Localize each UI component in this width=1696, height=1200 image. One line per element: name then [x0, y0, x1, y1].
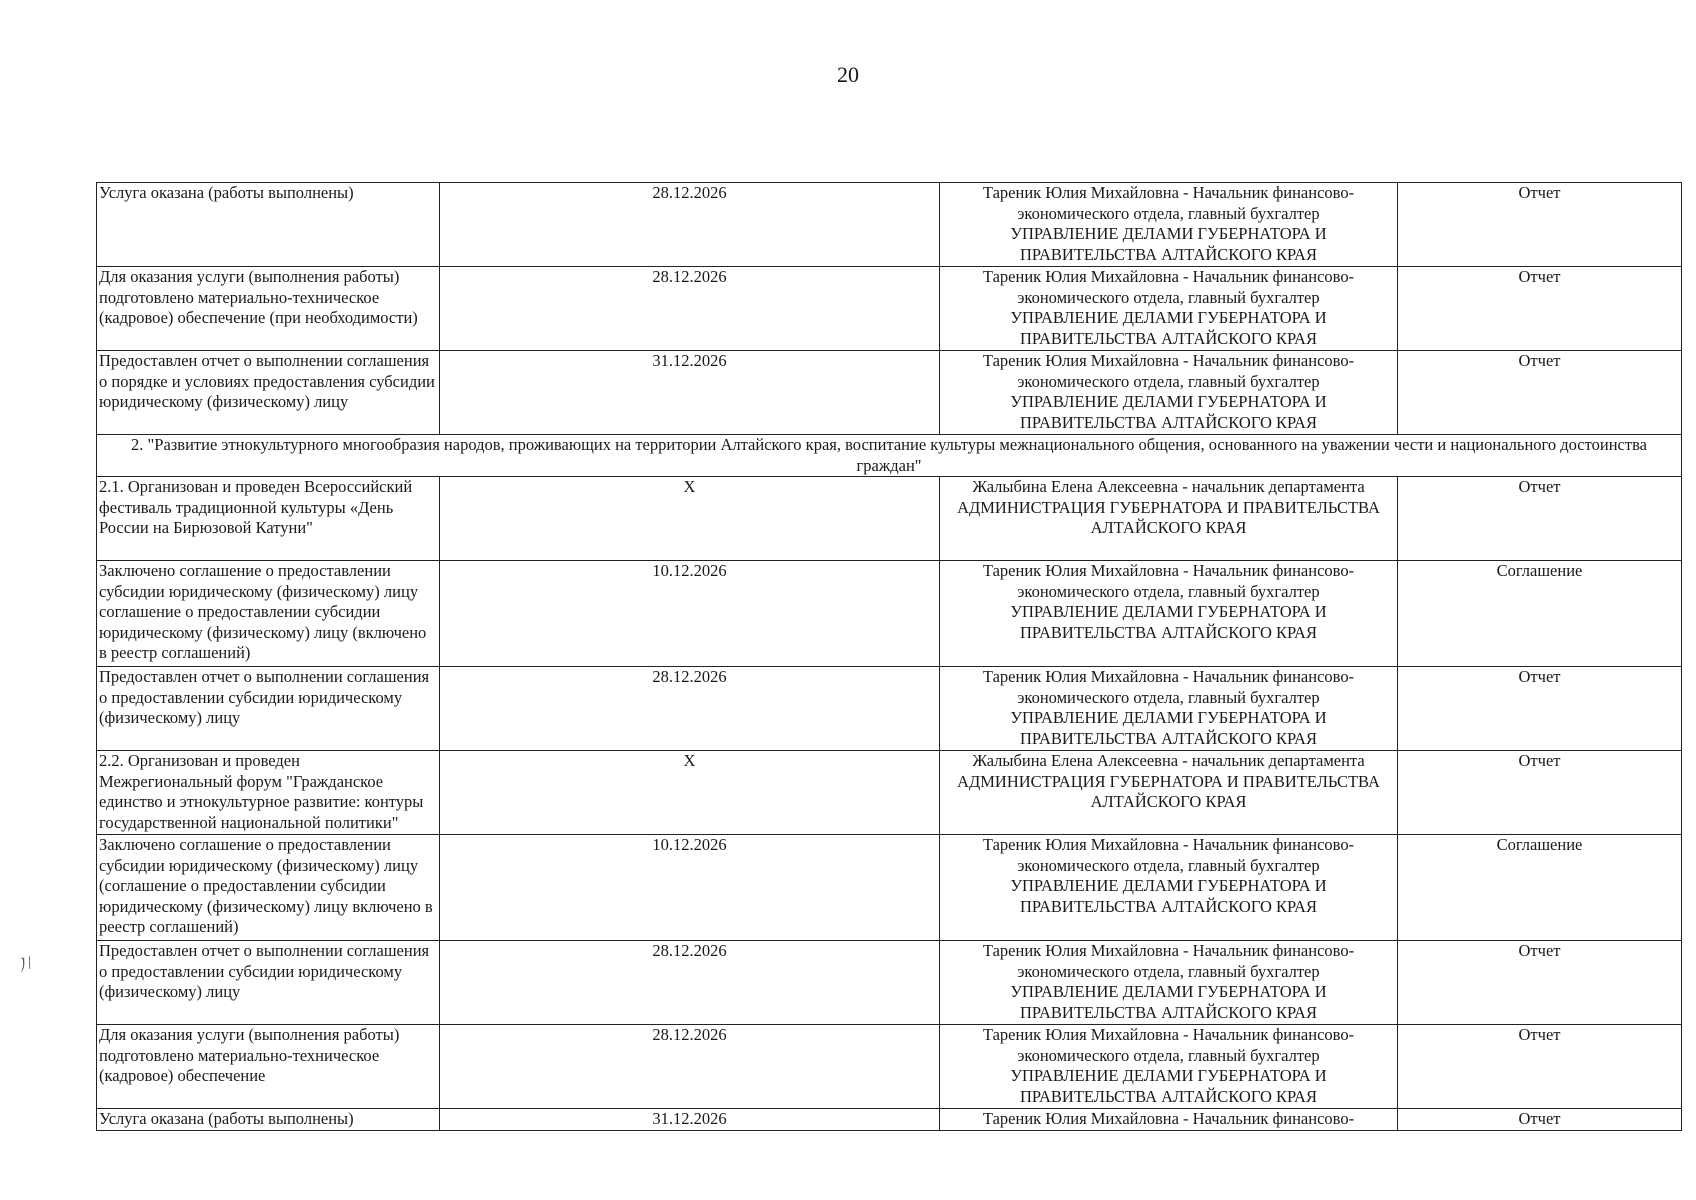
event-description: Предоставлен отчет о выполнении соглашения о предоставлении субсидии юридическому (физическому) лицу	[97, 941, 440, 1025]
responsible-person: Жалыбина Елена Алексеевна - начальник департамента	[972, 477, 1365, 496]
table-row	[97, 941, 1682, 1025]
responsible-person: Тареник Юлия Михайловна - Начальник финансово-экономического отдела, главный бухгалтер	[982, 835, 1355, 875]
table-row	[97, 477, 1682, 561]
responsible-cell	[940, 561, 1398, 667]
responsible-organization: УПРАВЛЕНИЕ ДЕЛАМИ ГУБЕРНАТОРА И ПРАВИТЕЛЬСТВА АЛТАЙСКОГО КРАЯ	[1010, 1066, 1327, 1106]
confirming-document: Отчет	[1398, 941, 1682, 1025]
responsible-person: Тареник Юлия Михайловна - Начальник финансово-экономического отдела, главный бухгалтер	[982, 1025, 1355, 1065]
table-row	[97, 751, 1682, 835]
deadline-date: 10.12.2026	[440, 835, 940, 941]
deadline-date: 28.12.2026	[440, 1025, 940, 1109]
event-description: 2.2. Организован и проведен Межрегиональный форум "Гражданское единство и этнокультурное развитие: контуры государственной национальной политики"	[97, 751, 440, 835]
deadline-date: 28.12.2026	[440, 183, 940, 267]
deadline-date: 10.12.2026	[440, 561, 940, 667]
table-row	[97, 351, 1682, 435]
responsible-organization: УПРАВЛЕНИЕ ДЕЛАМИ ГУБЕРНАТОРА И ПРАВИТЕЛЬСТВА АЛТАЙСКОГО КРАЯ	[1010, 708, 1327, 748]
responsible-organization: УПРАВЛЕНИЕ ДЕЛАМИ ГУБЕРНАТОРА И ПРАВИТЕЛЬСТВА АЛТАЙСКОГО КРАЯ	[1010, 602, 1327, 642]
event-description: Услуга оказана (работы выполнены)	[97, 183, 440, 267]
event-description: Предоставлен отчет о выполнении соглашения о порядке и условиях предоставления субсидии юридическому (физическому) лицу	[97, 351, 440, 435]
responsible-organization: УПРАВЛЕНИЕ ДЕЛАМИ ГУБЕРНАТОРА И ПРАВИТЕЛЬСТВА АЛТАЙСКОГО КРАЯ	[1010, 308, 1327, 348]
responsible-person: Тареник Юлия Михайловна - Начальник финансово-экономического отдела, главный бухгалтер	[982, 667, 1355, 707]
margin-handwritten-mark: ﾉ/	[15, 952, 36, 976]
plan-table-body	[97, 183, 1682, 1131]
deadline-date: 28.12.2026	[440, 941, 940, 1025]
responsible-cell	[940, 751, 1398, 835]
confirming-document: Отчет	[1398, 1109, 1682, 1131]
event-description: Услуга оказана (работы выполнены)	[97, 1109, 440, 1131]
responsible-person: Тареник Юлия Михайловна - Начальник финансово-экономического отдела, главный бухгалтер	[982, 351, 1355, 391]
responsible-person: Тареник Юлия Михайловна - Начальник финансово-экономического отдела, главный бухгалтер	[982, 561, 1355, 601]
confirming-document: Отчет	[1398, 267, 1682, 351]
section-title: 2. "Развитие этнокультурного многообразия народов, проживающих на территории Алтайского края, воспитание культуры межнационального общения, основанного на уважении чести и национального достоинства граждан"	[97, 435, 1682, 477]
responsible-person: Тареник Юлия Михайловна - Начальник финансово-экономического отдела, главный бухгалтер	[982, 183, 1355, 223]
responsible-person: Тареник Юлия Михайловна - Начальник финансово-экономического отдела, главный бухгалтер	[982, 267, 1355, 307]
table-row	[97, 1025, 1682, 1109]
confirming-document: Соглашение	[1398, 835, 1682, 941]
responsible-person: Тареник Юлия Михайловна - Начальник финансово-экономического отдела, главный бухгалтер	[982, 941, 1355, 981]
responsible-organization: УПРАВЛЕНИЕ ДЕЛАМИ ГУБЕРНАТОРА И ПРАВИТЕЛЬСТВА АЛТАЙСКОГО КРАЯ	[1010, 982, 1327, 1022]
section-header-row	[97, 435, 1682, 477]
deadline-date: 31.12.2026	[440, 1109, 940, 1131]
table-row	[97, 667, 1682, 751]
event-description: Предоставлен отчет о выполнении соглашения о предоставлении субсидии юридическому (физическому) лицу	[97, 667, 440, 751]
table-row	[97, 183, 1682, 267]
deadline-date: 31.12.2026	[440, 351, 940, 435]
responsible-cell	[940, 941, 1398, 1025]
responsible-person: Тареник Юлия Михайловна - Начальник финансово-	[982, 1109, 1355, 1128]
event-description: Для оказания услуги (выполнения работы) подготовлено материально-техническое (кадровое) обеспечение (при необходимости)	[97, 267, 440, 351]
event-description: Заключено соглашение о предоставлении субсидии юридическому (физическому) лицу (соглашение о предоставлении субсидии юридическому (физическому) лицу включено в реестр соглашений)	[97, 835, 440, 941]
event-description: Для оказания услуги (выполнения работы) подготовлено материально-техническое (кадровое) обеспечение	[97, 1025, 440, 1109]
table-row	[97, 561, 1682, 667]
table-row	[97, 1109, 1682, 1131]
responsible-organization: АДМИНИСТРАЦИЯ ГУБЕРНАТОРА И ПРАВИТЕЛЬСТВА АЛТАЙСКОГО КРАЯ	[957, 497, 1380, 537]
responsible-organization: УПРАВЛЕНИЕ ДЕЛАМИ ГУБЕРНАТОРА И ПРАВИТЕЛЬСТВА АЛТАЙСКОГО КРАЯ	[1010, 392, 1327, 432]
responsible-cell	[940, 1025, 1398, 1109]
responsible-cell	[940, 477, 1398, 561]
confirming-document: Отчет	[1398, 477, 1682, 561]
responsible-organization: УПРАВЛЕНИЕ ДЕЛАМИ ГУБЕРНАТОРА И ПРАВИТЕЛЬСТВА АЛТАЙСКОГО КРАЯ	[1010, 224, 1327, 264]
confirming-document: Отчет	[1398, 183, 1682, 267]
responsible-organization: УПРАВЛЕНИЕ ДЕЛАМИ ГУБЕРНАТОРА И ПРАВИТЕЛЬСТВА АЛТАЙСКОГО КРАЯ	[1010, 876, 1327, 916]
table-row	[97, 835, 1682, 941]
event-description: Заключено соглашение о предоставлении субсидии юридическому (физическому) лицу соглашение о предоставлении субсидии юридическому (физическому) лицу (включено в реестр соглашений)	[97, 561, 440, 667]
responsible-cell	[940, 667, 1398, 751]
responsible-organization: АДМИНИСТРАЦИЯ ГУБЕРНАТОРА И ПРАВИТЕЛЬСТВА АЛТАЙСКОГО КРАЯ	[957, 771, 1380, 811]
responsible-cell	[940, 351, 1398, 435]
responsible-cell	[940, 267, 1398, 351]
deadline-date: X	[440, 751, 940, 835]
confirming-document: Отчет	[1398, 667, 1682, 751]
responsible-person: Жалыбина Елена Алексеевна - начальник департамента	[972, 751, 1365, 770]
confirming-document: Отчет	[1398, 751, 1682, 835]
plan-table	[96, 182, 1682, 1131]
deadline-date: 28.12.2026	[440, 667, 940, 751]
event-description: 2.1. Организован и проведен Всероссийский фестиваль традиционной культуры «День России на Бирюзовой Катуни"	[97, 477, 440, 561]
deadline-date: X	[440, 477, 940, 561]
confirming-document: Соглашение	[1398, 561, 1682, 667]
page-number: 20	[837, 62, 859, 87]
table-row	[97, 267, 1682, 351]
responsible-cell	[940, 835, 1398, 941]
responsible-cell	[940, 1109, 1398, 1131]
responsible-cell	[940, 183, 1398, 267]
confirming-document: Отчет	[1398, 351, 1682, 435]
confirming-document: Отчет	[1398, 1025, 1682, 1109]
deadline-date: 28.12.2026	[440, 267, 940, 351]
